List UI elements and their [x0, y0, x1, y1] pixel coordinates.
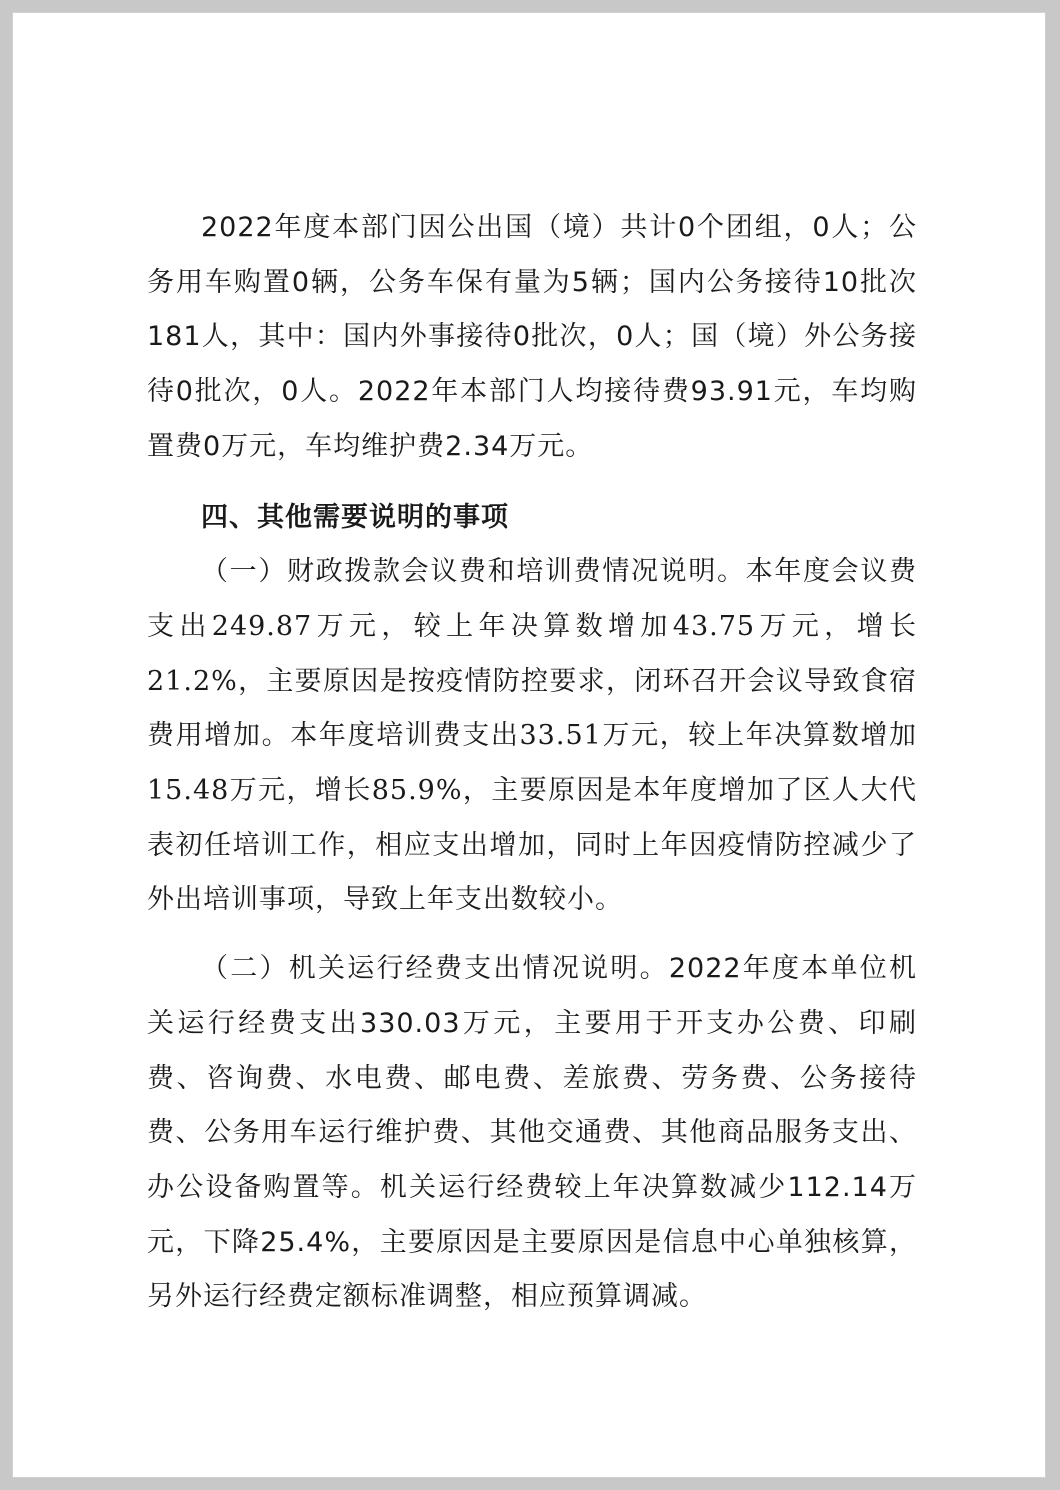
paragraph-operating-expenses: （二）机关运行经费支出情况说明。2022年度本单位机关运行经费支出330.03万元，主要用于开支办公费、印刷费、咨询费、水电费、邮电费、差旅费、劳务费、公务接待费、公务用车运行维护费、其他交通费、其他商品服务支出、办公设备购置等。机关运行经费较上年决算数减少112.14万元，下降25.4%，主要原因是主要原因是信息中心单独核算，另外运行经费定额标准调整，相应预算调减。	[147, 953, 917, 1313]
section-heading-other-matters: 四、其他需要说明的事项	[201, 501, 509, 533]
document-body	[147, 201, 917, 1325]
paragraph-foreign-travel-reception: 2022年度本部门因公出国（境）共计0个团组，0人；公务用车购置0辆，公务车保有量为5辆；国内公务接待10批次 181人，其中：国内外事接待0批次，0人；国（境）外公务接待0批次，0人。2022年本部门人均接待费93.91元，车均购置费0万元，车均维护费2.34万元。	[147, 212, 917, 462]
document-page	[12, 12, 1046, 1478]
paragraph-meeting-training-fees: （一）财政拨款会议费和培训费情况说明。本年度会议费支出249.87万元，较上年决算数增加43.75万元，增长21.2%，主要原因是按疫情防控要求，闭环召开会议导致食宿费用增加。本年度培训费支出33.51万元，较上年决算数增加15.48万元，增长85.9%，主要原因是本年度增加了区人大代表初任培训工作，相应支出增加，同时上年因疫情防控减少了外出培训事项，导致上年支出数较小。	[147, 556, 917, 916]
